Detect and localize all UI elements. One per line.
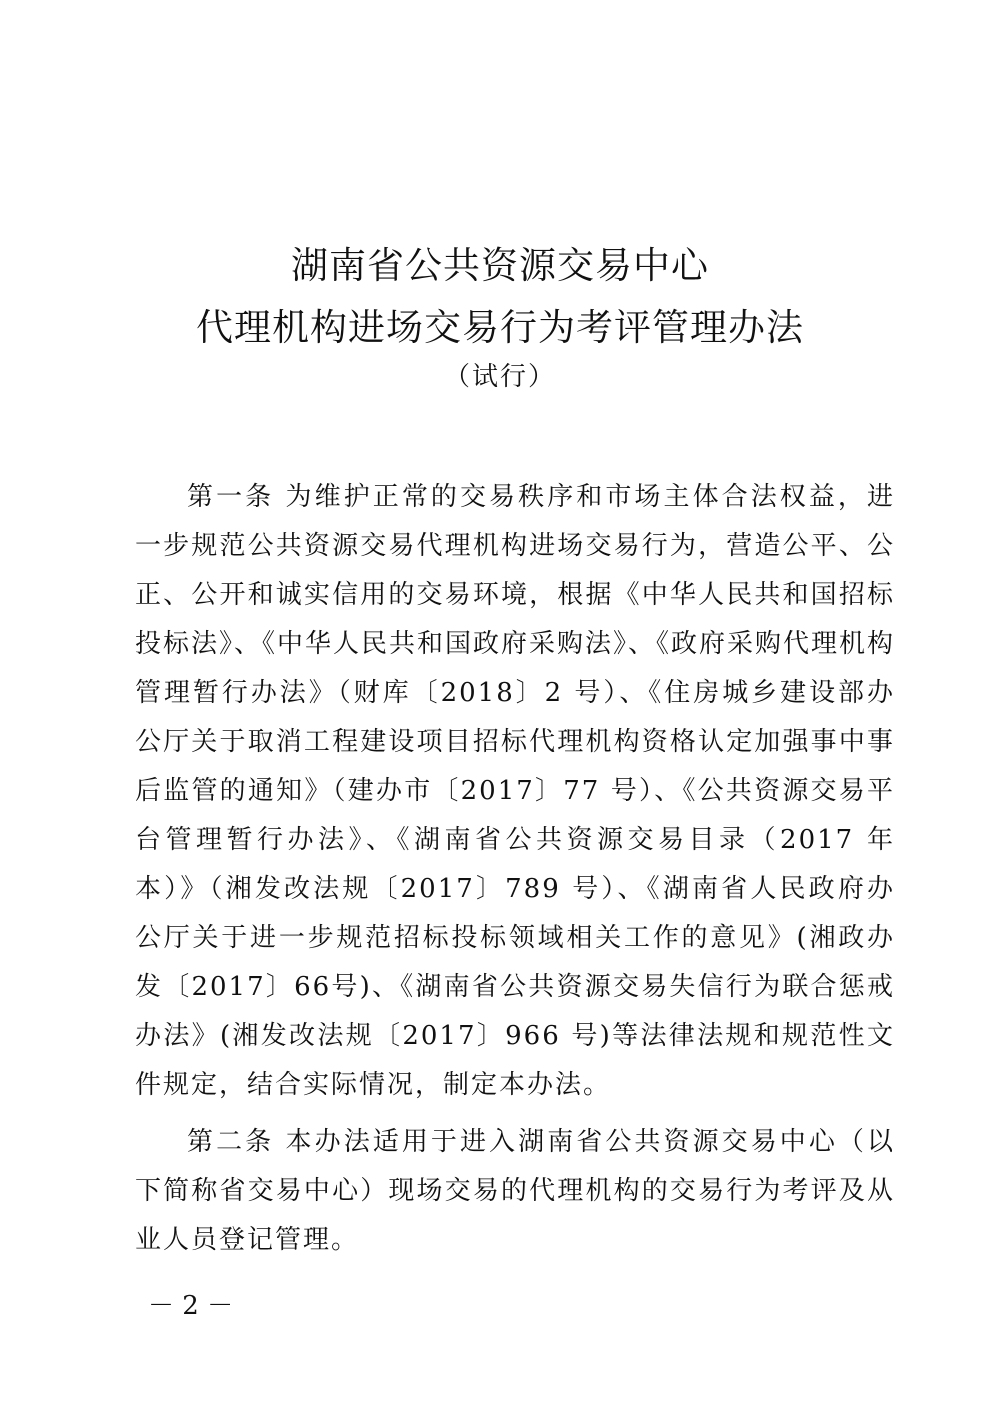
document-title-line-1: 湖南省公共资源交易中心 bbox=[291, 244, 709, 287]
article-1-paragraph: 第一条 为维护正常的交易秩序和市场主体合法权益，进一步规范公共资源交易代理机构进场交易行为，营造公平、公正、公开和诚实信用的交易环境，根据《中华人民共和国招标投标法》、《中华人民共和国政府采购法》、《政府采购代理机构管理暂行办法》（财库〔2018〕2 号）、《住房城乡建设部办公厅关于取消工程建设项目招标代理机构资格认定加强事中事后监管的通知》（建办市〔2017〕77 号）、《公共资源交易平台管理暂行办法》、《湖南省公共资源交易目录（2017 年本）》（湘发改法规〔2017〕789 号）、《湖南省人民政府办公厅关于进一步规范招标投标领域相关工作的意见》(湘政办发〔2017〕66号)、《湖南省公共资源交易失信行为联合惩戒办法》(湘发改法规〔2017〕966 号)等法律法规和规范性文件规定，结合实际情况，制定本办法。 bbox=[135, 482, 896, 1100]
document-title-line-2: 代理机构进场交易行为考评管理办法 bbox=[196, 306, 804, 349]
page-number: － 2 － bbox=[148, 1291, 234, 1321]
document-subtitle: （试行） bbox=[443, 362, 556, 392]
article-2-paragraph: 第二条 本办法适用于进入湖南省公共资源交易中心（以下简称省交易中心）现场交易的代理机构的交易行为考评及从业人员登记管理。 bbox=[135, 1127, 895, 1255]
